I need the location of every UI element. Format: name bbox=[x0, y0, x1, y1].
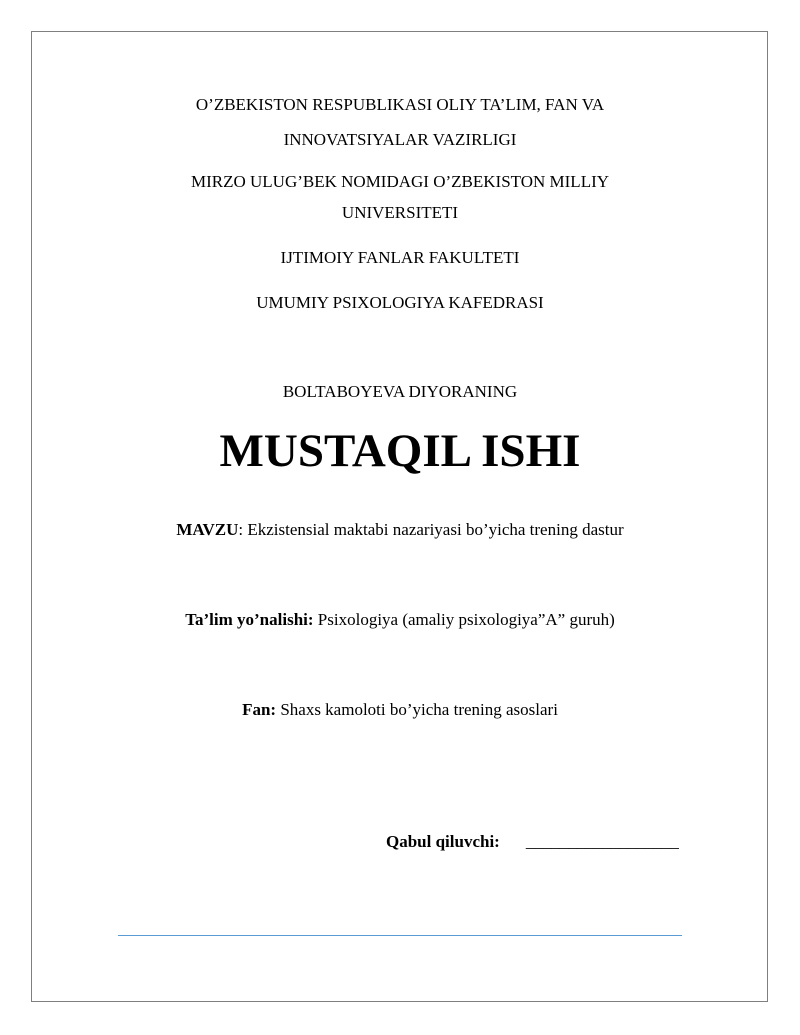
direction-label: Ta’lim yo’nalishi: bbox=[185, 610, 314, 629]
topic-line bbox=[0, 520, 800, 540]
document-title: MUSTAQIL ISHI bbox=[219, 425, 581, 477]
subject-value: Shaxs kamoloti bo’yicha trening asoslari bbox=[276, 700, 558, 719]
faculty-name: IJTIMOIY FANLAR FAKULTETI bbox=[280, 248, 520, 267]
receiver-signature-blank: __________________ bbox=[525, 832, 679, 851]
university-line-1: MIRZO ULUG’BEK NOMIDAGI O’ZBEKISTON MILLIY bbox=[190, 172, 610, 191]
receiver-label: Qabul qiluvchi: bbox=[386, 832, 500, 851]
author-name: BOLTABOYEVA DIYORANING bbox=[282, 382, 518, 401]
footer-rule bbox=[118, 935, 682, 936]
subject-label: Fan: bbox=[242, 700, 277, 719]
ministry-line-2: INNOVATSIYALAR VAZIRLIGI bbox=[283, 130, 517, 149]
topic-label: MAVZU bbox=[176, 520, 239, 539]
receiver-line bbox=[386, 832, 679, 852]
direction-value: Psixologiya (amaliy psixologiya”A” guruh) bbox=[313, 610, 615, 629]
university-line-2: UNIVERSITETI bbox=[341, 203, 459, 222]
department-name: UMUMIY PSIXOLOGIYA KAFEDRASI bbox=[256, 293, 544, 312]
ministry-line-1: O’ZBEKISTON RESPUBLIKASI OLIY TA’LIM, FAN VA bbox=[195, 95, 605, 114]
topic-value: : Ekzistensial maktabi nazariyasi bo’yicha trening dastur bbox=[238, 520, 624, 539]
direction-line bbox=[0, 610, 800, 630]
subject-line bbox=[0, 700, 800, 720]
